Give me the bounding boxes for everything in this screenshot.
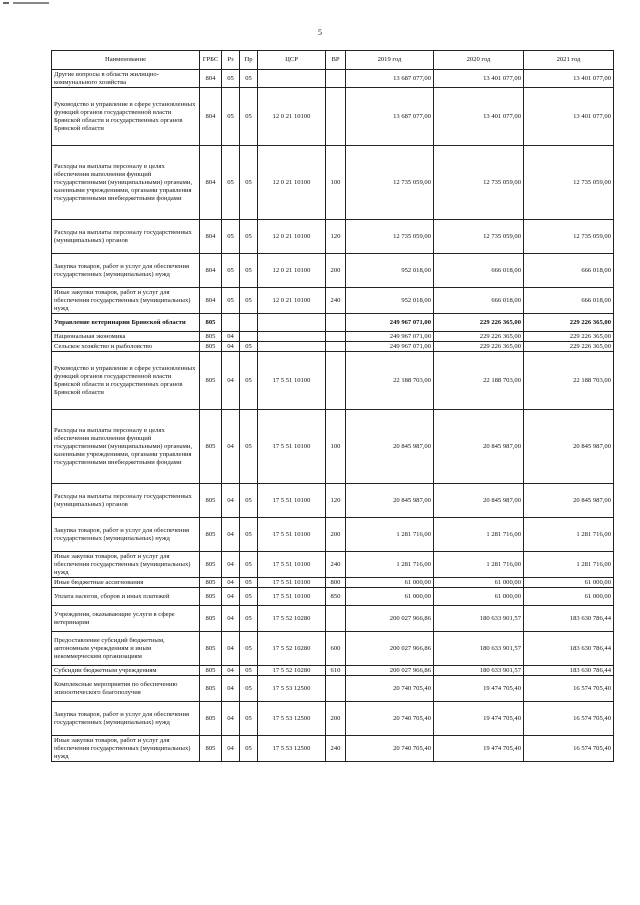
row-2021-cell: 183 630 786,44 [524,606,614,632]
row-vr-cell: 100 [326,410,346,484]
row-grbs-cell: 805 [200,342,222,352]
row-2019-cell: 249 967 071,00 [346,342,434,352]
table-row [52,314,614,332]
row-grbs-cell: 805 [200,332,222,342]
row-pr-cell: 05 [240,518,258,552]
row-rz-cell: 04 [222,410,240,484]
row-rz-cell: 04 [222,342,240,352]
row-csr-cell: 17 5 51 10100 [258,484,326,518]
row-pr-cell: 05 [240,666,258,676]
row-pr-cell: 05 [240,70,258,88]
row-grbs-cell: 805 [200,352,222,410]
row-csr-cell [258,332,326,342]
row-rz-cell: 04 [222,606,240,632]
row-csr-cell: 17 5 51 10100 [258,352,326,410]
row-vr-cell [326,332,346,342]
row-pr-cell [240,314,258,332]
row-grbs-cell: 805 [200,632,222,666]
row-csr-cell: 17 5 53 12500 [258,736,326,762]
row-2021-cell: 229 226 365,00 [524,332,614,342]
row-rz-cell: 04 [222,352,240,410]
row-rz-cell: 04 [222,702,240,736]
row-name-cell: Сельское хозяйство и рыболовство [52,342,200,352]
row-pr-cell: 05 [240,702,258,736]
table-row [52,666,614,676]
row-2021-cell: 183 630 786,44 [524,632,614,666]
row-grbs-cell: 804 [200,146,222,220]
row-vr-cell [326,352,346,410]
row-2021-cell: 16 574 705,40 [524,702,614,736]
row-grbs-cell: 804 [200,288,222,314]
table-row [52,518,614,552]
row-2020-cell: 20 845 987,00 [434,410,524,484]
row-2019-cell: 13 687 077,00 [346,88,434,146]
table-row [52,70,614,88]
row-2019-cell: 1 281 716,00 [346,552,434,578]
row-2019-cell: 22 188 703,00 [346,352,434,410]
row-2019-cell: 1 281 716,00 [346,518,434,552]
row-2021-cell: 22 188 703,00 [524,352,614,410]
row-rz-cell: 04 [222,676,240,702]
row-2021-cell: 229 226 365,00 [524,342,614,352]
row-vr-cell: 200 [326,254,346,288]
row-rz-cell: 05 [222,88,240,146]
row-name-cell: Руководство и управление в сфере установленных функций органов государственной власти Брянской области и государственных органов Брянской области [52,352,200,410]
row-2019-cell: 20 845 987,00 [346,484,434,518]
row-2019-cell: 20 740 705,40 [346,736,434,762]
row-vr-cell: 240 [326,736,346,762]
table-row [52,632,614,666]
header-name: Наименование [52,51,200,70]
scan-artifact [3,2,49,4]
row-pr-cell: 05 [240,588,258,606]
row-vr-cell: 240 [326,552,346,578]
row-vr-cell: 200 [326,518,346,552]
row-csr-cell: 12 0 21 10100 [258,288,326,314]
row-2021-cell: 1 281 716,00 [524,518,614,552]
row-vr-cell [326,606,346,632]
row-vr-cell [326,314,346,332]
row-grbs-cell: 804 [200,88,222,146]
row-2021-cell: 1 281 716,00 [524,552,614,578]
row-csr-cell: 12 0 21 10100 [258,254,326,288]
row-vr-cell: 610 [326,666,346,676]
row-pr-cell: 05 [240,88,258,146]
row-grbs-cell: 805 [200,552,222,578]
row-pr-cell: 05 [240,552,258,578]
row-2019-cell: 200 027 966,86 [346,666,434,676]
row-pr-cell: 05 [240,606,258,632]
row-vr-cell: 120 [326,484,346,518]
row-pr-cell: 05 [240,342,258,352]
row-2021-cell: 61 000,00 [524,588,614,606]
row-2021-cell: 61 000,00 [524,578,614,588]
header-2021: 2021 год [524,51,614,70]
row-name-cell: Расходы на выплаты персоналу государственных (муниципальных) органов [52,220,200,254]
row-2021-cell: 16 574 705,40 [524,736,614,762]
row-vr-cell [326,70,346,88]
row-2021-cell: 183 630 786,44 [524,666,614,676]
row-2019-cell: 952 018,00 [346,288,434,314]
row-2021-cell: 13 401 077,00 [524,70,614,88]
row-2019-cell: 20 845 987,00 [346,410,434,484]
row-2020-cell: 20 845 987,00 [434,484,524,518]
table-row [52,702,614,736]
row-2020-cell: 19 474 705,40 [434,736,524,762]
row-grbs-cell: 805 [200,314,222,332]
row-rz-cell: 04 [222,736,240,762]
row-vr-cell: 600 [326,632,346,666]
row-name-cell: Иные закупки товаров, работ и услуг для обеспечения государственных (муниципальных) нужд [52,736,200,762]
row-name-cell: Национальная экономика [52,332,200,342]
header-vr: ВР [326,51,346,70]
row-name-cell: Уплата налогов, сборов и иных платежей [52,588,200,606]
row-vr-cell: 800 [326,578,346,588]
row-csr-cell: 17 5 51 10100 [258,552,326,578]
table-row [52,220,614,254]
row-csr-cell: 17 5 53 12500 [258,702,326,736]
row-2021-cell: 229 226 365,00 [524,314,614,332]
row-rz-cell: 05 [222,220,240,254]
row-vr-cell: 120 [326,220,346,254]
row-grbs-cell: 805 [200,518,222,552]
row-name-cell: Предоставление субсидий бюджетным, автономным учреждениям и иным некоммерческим организациям [52,632,200,666]
row-pr-cell: 05 [240,410,258,484]
row-csr-cell: 17 5 52 10280 [258,632,326,666]
budget-table [51,50,614,762]
row-name-cell: Комплексные мероприятия по обеспечению эпизоотического благополучия [52,676,200,702]
row-2020-cell: 180 633 901,57 [434,632,524,666]
row-csr-cell: 17 5 51 10100 [258,518,326,552]
row-2020-cell: 229 226 365,00 [434,314,524,332]
row-pr-cell: 05 [240,736,258,762]
header-2019: 2019 год [346,51,434,70]
row-2020-cell: 61 000,00 [434,588,524,606]
table-row [52,606,614,632]
row-2020-cell: 1 281 716,00 [434,552,524,578]
row-2019-cell: 200 027 966,86 [346,606,434,632]
table-row [52,410,614,484]
row-name-cell: Учреждения, оказывающие услуги в сфере ветеринарии [52,606,200,632]
row-name-cell: Закупка товаров, работ и услуг для обеспечения государственных (муниципальных) нужд [52,254,200,288]
row-csr-cell: 17 5 52 10280 [258,606,326,632]
row-rz-cell: 04 [222,484,240,518]
row-2020-cell: 22 188 703,00 [434,352,524,410]
row-grbs-cell: 805 [200,676,222,702]
table-row [52,146,614,220]
row-2019-cell: 13 687 077,00 [346,70,434,88]
row-2020-cell: 666 018,00 [434,288,524,314]
row-vr-cell: 850 [326,588,346,606]
row-csr-cell: 17 5 52 10280 [258,666,326,676]
row-2020-cell: 666 018,00 [434,254,524,288]
row-pr-cell: 05 [240,220,258,254]
header-csr: ЦСР [258,51,326,70]
table-row [52,736,614,762]
row-rz-cell: 05 [222,70,240,88]
row-grbs-cell: 805 [200,578,222,588]
row-csr-cell [258,70,326,88]
row-2019-cell: 20 740 705,40 [346,676,434,702]
row-csr-cell: 12 0 21 10100 [258,220,326,254]
row-grbs-cell: 805 [200,666,222,676]
row-name-cell: Закупка товаров, работ и услуг для обеспечения государственных (муниципальных) нужд [52,702,200,736]
table-row [52,254,614,288]
row-name-cell: Управление ветеринарии Брянской области [52,314,200,332]
row-2021-cell: 666 018,00 [524,288,614,314]
row-2021-cell: 16 574 705,40 [524,676,614,702]
row-2020-cell: 229 226 365,00 [434,342,524,352]
row-name-cell: Расходы на выплаты персоналу государственных (муниципальных) органов [52,484,200,518]
row-name-cell: Иные закупки товаров, работ и услуг для обеспечения государственных (муниципальных) нужд [52,552,200,578]
row-2021-cell: 666 018,00 [524,254,614,288]
row-csr-cell: 12 0 21 10100 [258,88,326,146]
header-2020: 2020 год [434,51,524,70]
row-vr-cell: 240 [326,288,346,314]
row-pr-cell: 05 [240,632,258,666]
row-2019-cell: 61 000,00 [346,588,434,606]
row-grbs-cell: 805 [200,588,222,606]
row-name-cell: Иные закупки товаров, работ и услуг для обеспечения государственных (муниципальных) нужд [52,288,200,314]
row-name-cell: Расходы на выплаты персоналу в целях обеспечения выполнения функций государственными (муниципальными) органами, казенными учреждениями, органами управления государственными внебюджетными фондами [52,146,200,220]
header-rz: Рз [222,51,240,70]
row-2019-cell: 200 027 966,86 [346,632,434,666]
row-pr-cell: 05 [240,578,258,588]
row-2020-cell: 12 735 059,00 [434,146,524,220]
row-vr-cell [326,676,346,702]
table-row [52,552,614,578]
table-header-row [52,51,614,70]
row-2020-cell: 19 474 705,40 [434,676,524,702]
row-name-cell: Иные бюджетные ассигнования [52,578,200,588]
row-2019-cell: 12 735 059,00 [346,220,434,254]
row-rz-cell: 04 [222,518,240,552]
row-2019-cell: 61 000,00 [346,578,434,588]
table-row [52,484,614,518]
row-pr-cell: 05 [240,352,258,410]
row-rz-cell: 04 [222,588,240,606]
table-row [52,288,614,314]
row-grbs-cell: 804 [200,70,222,88]
row-rz-cell: 04 [222,332,240,342]
row-pr-cell: 05 [240,288,258,314]
row-grbs-cell: 804 [200,220,222,254]
page-number: 5 [318,28,322,37]
row-csr-cell: 17 5 51 10100 [258,588,326,606]
row-2019-cell: 249 967 071,00 [346,332,434,342]
row-rz-cell: 04 [222,666,240,676]
row-pr-cell [240,332,258,342]
row-2020-cell: 1 281 716,00 [434,518,524,552]
row-2020-cell: 180 633 901,57 [434,666,524,676]
row-rz-cell: 04 [222,552,240,578]
row-2021-cell: 13 401 077,00 [524,88,614,146]
row-name-cell: Расходы на выплаты персоналу в целях обеспечения выполнения функций государственными (муниципальными) органами, казенными учреждениями, органами управления государственными внебюджетными фондами [52,410,200,484]
row-2021-cell: 20 845 987,00 [524,484,614,518]
row-2021-cell: 20 845 987,00 [524,410,614,484]
row-2020-cell: 12 735 059,00 [434,220,524,254]
table-row [52,588,614,606]
row-2020-cell: 13 401 077,00 [434,70,524,88]
row-vr-cell [326,342,346,352]
row-2020-cell: 13 401 077,00 [434,88,524,146]
row-rz-cell: 04 [222,632,240,666]
row-pr-cell: 05 [240,484,258,518]
row-vr-cell: 200 [326,702,346,736]
row-vr-cell: 100 [326,146,346,220]
row-csr-cell: 12 0 21 10100 [258,146,326,220]
row-csr-cell [258,342,326,352]
row-2021-cell: 12 735 059,00 [524,146,614,220]
header-pr: Пр [240,51,258,70]
row-csr-cell: 17 5 53 12500 [258,676,326,702]
row-grbs-cell: 805 [200,410,222,484]
row-2020-cell: 19 474 705,40 [434,702,524,736]
row-csr-cell: 17 5 51 10100 [258,578,326,588]
row-name-cell: Закупка товаров, работ и услуг для обеспечения государственных (муниципальных) нужд [52,518,200,552]
row-2021-cell: 12 735 059,00 [524,220,614,254]
row-grbs-cell: 805 [200,736,222,762]
row-vr-cell [326,88,346,146]
row-2019-cell: 12 735 059,00 [346,146,434,220]
row-rz-cell: 05 [222,146,240,220]
row-pr-cell: 05 [240,146,258,220]
row-2019-cell: 952 018,00 [346,254,434,288]
row-2020-cell: 61 000,00 [434,578,524,588]
row-name-cell: Руководство и управление в сфере установленных функций органов государственной власти Брянской области и государственных органов Брянской области [52,88,200,146]
row-pr-cell: 05 [240,676,258,702]
row-csr-cell [258,314,326,332]
row-2019-cell: 20 740 705,40 [346,702,434,736]
table-row [52,676,614,702]
row-rz-cell: 04 [222,578,240,588]
row-2020-cell: 229 226 365,00 [434,332,524,342]
table-row [52,342,614,352]
row-grbs-cell: 805 [200,484,222,518]
table-row [52,88,614,146]
row-grbs-cell: 805 [200,702,222,736]
row-2019-cell: 249 967 071,00 [346,314,434,332]
table-body [52,70,614,762]
row-grbs-cell: 804 [200,254,222,288]
row-2020-cell: 180 633 901,57 [434,606,524,632]
table-row [52,578,614,588]
row-name-cell: Другие вопросы в области жилищно-коммунального хозяйства [52,70,200,88]
row-grbs-cell: 805 [200,606,222,632]
header-grbs: ГРБС [200,51,222,70]
row-pr-cell: 05 [240,254,258,288]
row-csr-cell: 17 5 51 10100 [258,410,326,484]
table-row [52,332,614,342]
table-row [52,352,614,410]
row-rz-cell [222,314,240,332]
row-name-cell: Субсидии бюджетным учреждениям [52,666,200,676]
row-rz-cell: 05 [222,288,240,314]
row-rz-cell: 05 [222,254,240,288]
